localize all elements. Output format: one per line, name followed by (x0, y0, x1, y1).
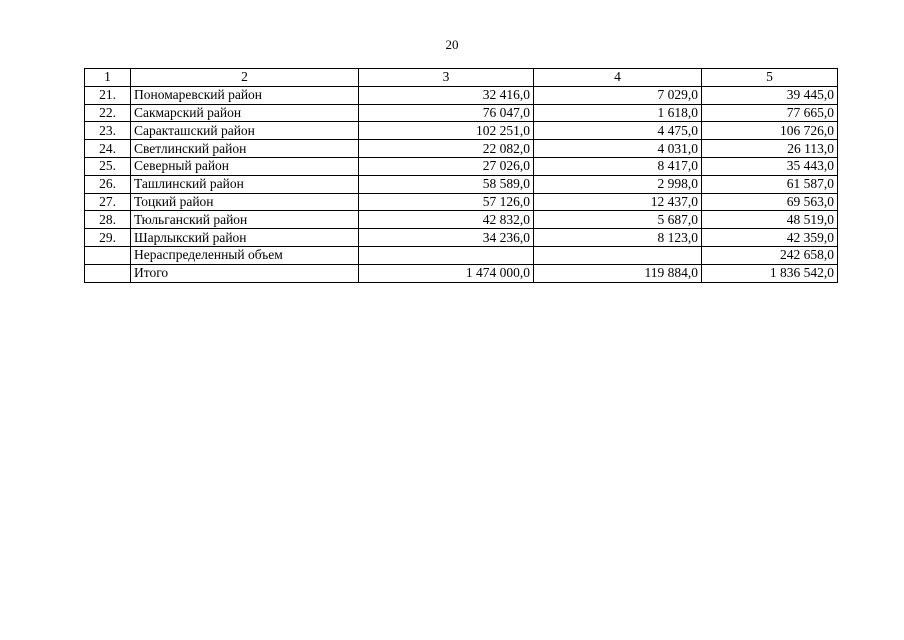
value-col4: 4 475,0 (534, 122, 702, 140)
district-name: Шарлыкский район (131, 229, 359, 247)
value-col4: 119 884,0 (534, 264, 702, 282)
row-number: 27. (85, 193, 131, 211)
district-name: Ташлинский район (131, 175, 359, 193)
district-name: Светлинский район (131, 140, 359, 158)
table-row (85, 86, 838, 104)
table-header-row (85, 69, 838, 87)
value-col5: 35 443,0 (702, 157, 838, 175)
value-col5: 61 587,0 (702, 175, 838, 193)
column-header: 5 (702, 69, 838, 87)
value-col3 (359, 246, 534, 264)
value-col3: 57 126,0 (359, 193, 534, 211)
value-col3: 102 251,0 (359, 122, 534, 140)
row-number: 25. (85, 157, 131, 175)
row-label: Нераспределенный объем (131, 246, 359, 264)
value-col3: 22 082,0 (359, 140, 534, 158)
row-label: Итого (131, 264, 359, 282)
value-col3: 42 832,0 (359, 211, 534, 229)
table-row (85, 175, 838, 193)
table-row (85, 122, 838, 140)
value-col4: 1 618,0 (534, 104, 702, 122)
value-col5: 39 445,0 (702, 86, 838, 104)
table-row-total (85, 264, 838, 282)
table-row (85, 193, 838, 211)
page-number: 20 (445, 37, 459, 52)
value-col4: 8 417,0 (534, 157, 702, 175)
table-row (85, 211, 838, 229)
district-name: Сакмарский район (131, 104, 359, 122)
district-name: Тюльганский район (131, 211, 359, 229)
table-row-unallocated (85, 246, 838, 264)
value-col4: 8 123,0 (534, 229, 702, 247)
value-col4: 4 031,0 (534, 140, 702, 158)
data-table (84, 68, 838, 283)
row-number (85, 246, 131, 264)
value-col5: 242 658,0 (702, 246, 838, 264)
value-col3: 1 474 000,0 (359, 264, 534, 282)
value-col5: 48 519,0 (702, 211, 838, 229)
value-col4: 2 998,0 (534, 175, 702, 193)
value-col3: 27 026,0 (359, 157, 534, 175)
row-number: 29. (85, 229, 131, 247)
row-number: 26. (85, 175, 131, 193)
column-header: 2 (131, 69, 359, 87)
value-col5: 26 113,0 (702, 140, 838, 158)
column-header: 4 (534, 69, 702, 87)
column-header: 1 (85, 69, 131, 87)
value-col5: 77 665,0 (702, 104, 838, 122)
table-row (85, 104, 838, 122)
value-col4: 7 029,0 (534, 86, 702, 104)
value-col3: 34 236,0 (359, 229, 534, 247)
value-col5: 1 836 542,0 (702, 264, 838, 282)
value-col3: 76 047,0 (359, 104, 534, 122)
value-col4 (534, 246, 702, 264)
table-row (85, 229, 838, 247)
value-col5: 42 359,0 (702, 229, 838, 247)
row-number: 23. (85, 122, 131, 140)
value-col5: 106 726,0 (702, 122, 838, 140)
value-col3: 58 589,0 (359, 175, 534, 193)
row-number: 21. (85, 86, 131, 104)
row-number: 24. (85, 140, 131, 158)
district-name: Тоцкий район (131, 193, 359, 211)
row-number: 28. (85, 211, 131, 229)
district-name: Северный район (131, 157, 359, 175)
value-col3: 32 416,0 (359, 86, 534, 104)
column-header: 3 (359, 69, 534, 87)
value-col5: 69 563,0 (702, 193, 838, 211)
row-number (85, 264, 131, 282)
district-name: Саракташский район (131, 122, 359, 140)
table-row (85, 157, 838, 175)
row-number: 22. (85, 104, 131, 122)
district-name: Пономаревский район (131, 86, 359, 104)
table-row (85, 140, 838, 158)
value-col4: 5 687,0 (534, 211, 702, 229)
value-col4: 12 437,0 (534, 193, 702, 211)
